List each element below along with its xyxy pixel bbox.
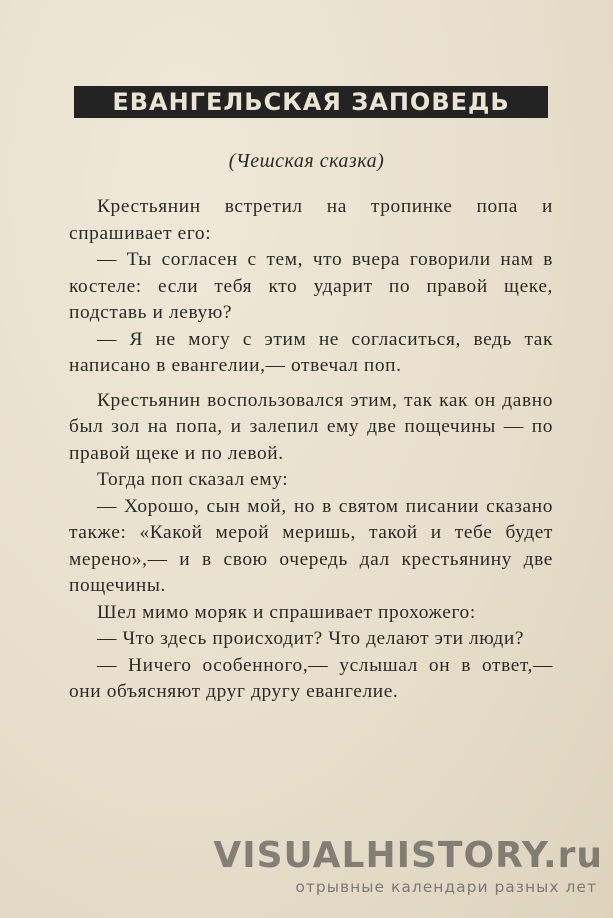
paragraph-3: — Я не могу с этим не согласиться, ведь так написано в евангелии,— отвечал поп. [69, 328, 553, 376]
paragraph-8: — Что здесь происходит? Что делают эти люди? [97, 628, 525, 649]
paragraph-6: — Хорошо, сын мой, но в святом писании сказано также: «Какой мерой меришь, такой и тебе будет мерено»,— и в свою очередь дал крестьянину две пощечины. [69, 495, 553, 596]
story-text [69, 194, 553, 706]
paragraph-1: Крестьянин встретил на тропинке попа и спрашивает его: [69, 196, 553, 244]
paragraph-5: Тогда поп сказал ему: [97, 469, 289, 490]
subtitle: (Чешская сказка) [228, 150, 385, 172]
page-title: ЕВАНГЕЛЬСКАЯ ЗАПОВЕДЬ [112, 88, 510, 116]
paragraph-2: — Ты согласен с тем, что вчера говорили нам в костеле: если тебя кто ударит по правой щеке, подставь и левую? [69, 249, 553, 323]
watermark-logo: VISUALHISTORY.ru [213, 835, 603, 876]
paragraph-9: — Ничего особенного,— услышал он в ответ,— они объясняют друг другу евангелие. [69, 654, 553, 702]
paragraph-4: Крестьянин воспользовался этим, так как он давно был зол на попа, и залепил ему две пощечины — по правой щеке и по левой. [69, 389, 553, 464]
paragraph-7: Шел мимо моряк и спрашивает прохожего: [97, 601, 476, 623]
title-banner [74, 86, 548, 118]
watermark-tagline: отрывные календари разных лет [295, 878, 597, 896]
watermark [213, 836, 603, 896]
